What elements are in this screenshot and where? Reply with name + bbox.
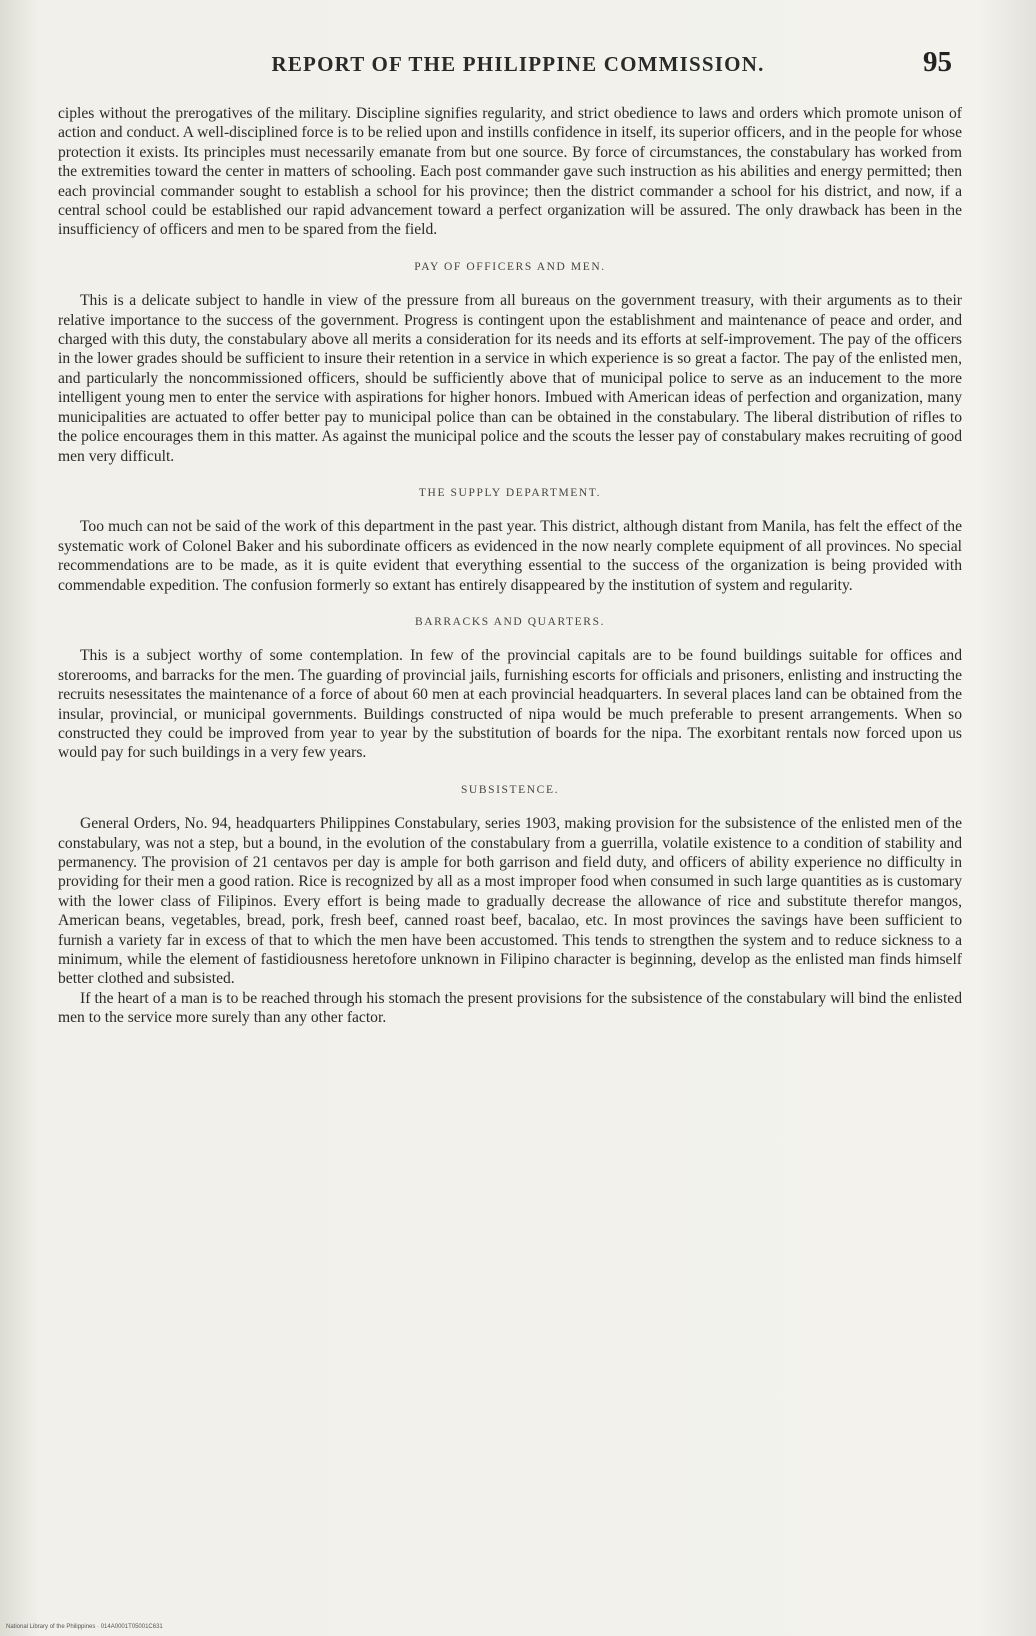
section-heading-subsistence: SUBSISTENCE. xyxy=(460,783,560,796)
running-head xyxy=(60,46,976,88)
section-heading-supply: THE SUPPLY DEPARTMENT. xyxy=(418,486,602,499)
section-heading-barracks: BARRACKS AND QUARTERS. xyxy=(414,615,606,628)
paragraph-pay: This is a delicate subject to handle in view of the pressure from all bureaus on the government treasury, with their arguments as to their relative importance to the success of the government. Progress is contingent upon the establishment and maintenance of peace and order, and charged with this duty, the constabulary above all merits a consideration for its needs and its efforts at self-improvement. The pay of the officers in the lower grades should be sufficient to insure their retention in a service in which experience is so great a factor. The pay of the enlisted men, and particularly the noncommissioned officers, should be sufficiently above that of municipal police to serve as an inducement to the more intelligent young men to enter the service with aspirations for higher honors. Imbued with American ideas of perfection and organization, many municipalities are actuated to offer better pay to municipal police than can be obtained in the constabulary. The liberal distribution of rifles to the police encourages them in this matter. As against the municipal police and the scouts the lesser pay of constabulary makes recruiting of good men very difficult. xyxy=(58,292,962,465)
paragraph-barracks: This is a subject worthy of some contemplation. In few of the provincial capitals are to be found buildings suitable for offices and storerooms, and barracks for the men. The guarding of provincial jails, furnishing escorts for officials and prisoners, enlisting and instructing the recruits nesessitates the maintenance of a force of about 60 men at each provincial headquarters. In several places land can be obtained from the insular, provincial, or municipal governments. Buildings constructed of nipa would be much preferable to present arrangements. When so constructed they could be improved from year to year by the substitution of boards for the nipa. The exorbitant rentals now forced upon us would pay for such buildings in a very few years. xyxy=(58,647,962,762)
paragraph-subsistence-1: General Orders, No. 94, headquarters Philippines Constabulary, series 1903, making provision for the subsistence of the enlisted men of the constabulary, was not a step, but a bound, in the evolution of the constabulary from a guerrilla, volatile existence to a condition of stability and permanency. The provision of 21 centavos per day is ample for both garrison and field duty, and officers of ability experience no difficulty in providing for their men a good ration. Rice is recognized by all as a most improper food when consumed in such large quantities as is customary with the lower class of Filipinos. Every effort is being made to gradually decrease the allowance of rice and substitute therefor mangos, American beans, vegetables, bread, pork, fresh beef, canned roast beef, bacalao, etc. In most provinces the savings have been sufficient to furnish a variety far in excess of that to which the men have been accustomed. This tends to strengthen the system and to reduce sickness to a minimum, while the element of fastidiousness heretofore unknown in Filipino character is beginning, develop as the enlisted man finds himself better clothed and subsisted. xyxy=(58,815,962,988)
document-body xyxy=(58,104,962,1028)
scan-footer-note: National Library of the Philippines · 014A0001T05001C631 xyxy=(6,1624,163,1630)
page-number: 95 xyxy=(923,46,952,78)
paragraph-subsistence-2: If the heart of a man is to be reached through his stomach the present provisions for the subsistence of the constabulary will bind the enlisted men to the service more surely than any other factor. xyxy=(58,989,962,1027)
running-head-title: REPORT OF THE PHILIPPINE COMMISSION. xyxy=(271,52,765,76)
paragraph-supply: Too much can not be said of the work of this department in the past year. This district, although distant from Manila, has felt the effect of the systematic work of Colonel Baker and his subordinate officers as evidenced in the now nearly complete equipment of all provinces. No special recommendations are to be made, as it is quite evident that everything essential to the success of the organization is being provided with commendable expedition. The confusion formerly so extant has entirely disappeared by the institution of system and regularity. xyxy=(58,518,962,594)
paragraph-continued: ciples without the prerogatives of the military. Discipline signifies regularity, and strict obedience to laws and orders which promote unison of action and conduct. A well-disciplined force is to be relied upon and instills confidence in itself, its superior officers, and in the people for whose protection it exists. Its principles must necessarily emanate from but one source. By force of circumstances, the constabulary has worked from the extremities toward the center in matters of schooling. Each post commander gave such instruction as his abilities and energy permitted; then each provincial commander sought to establish a school for his province; then the district commander a school for his district, and now, if a central school could be established our rapid advancement toward a perfect organization will be assured. The only drawback has been in the insufficiency of officers and men to be spared from the field. xyxy=(58,105,962,239)
section-heading-pay: PAY OF OFFICERS AND MEN. xyxy=(414,260,606,273)
